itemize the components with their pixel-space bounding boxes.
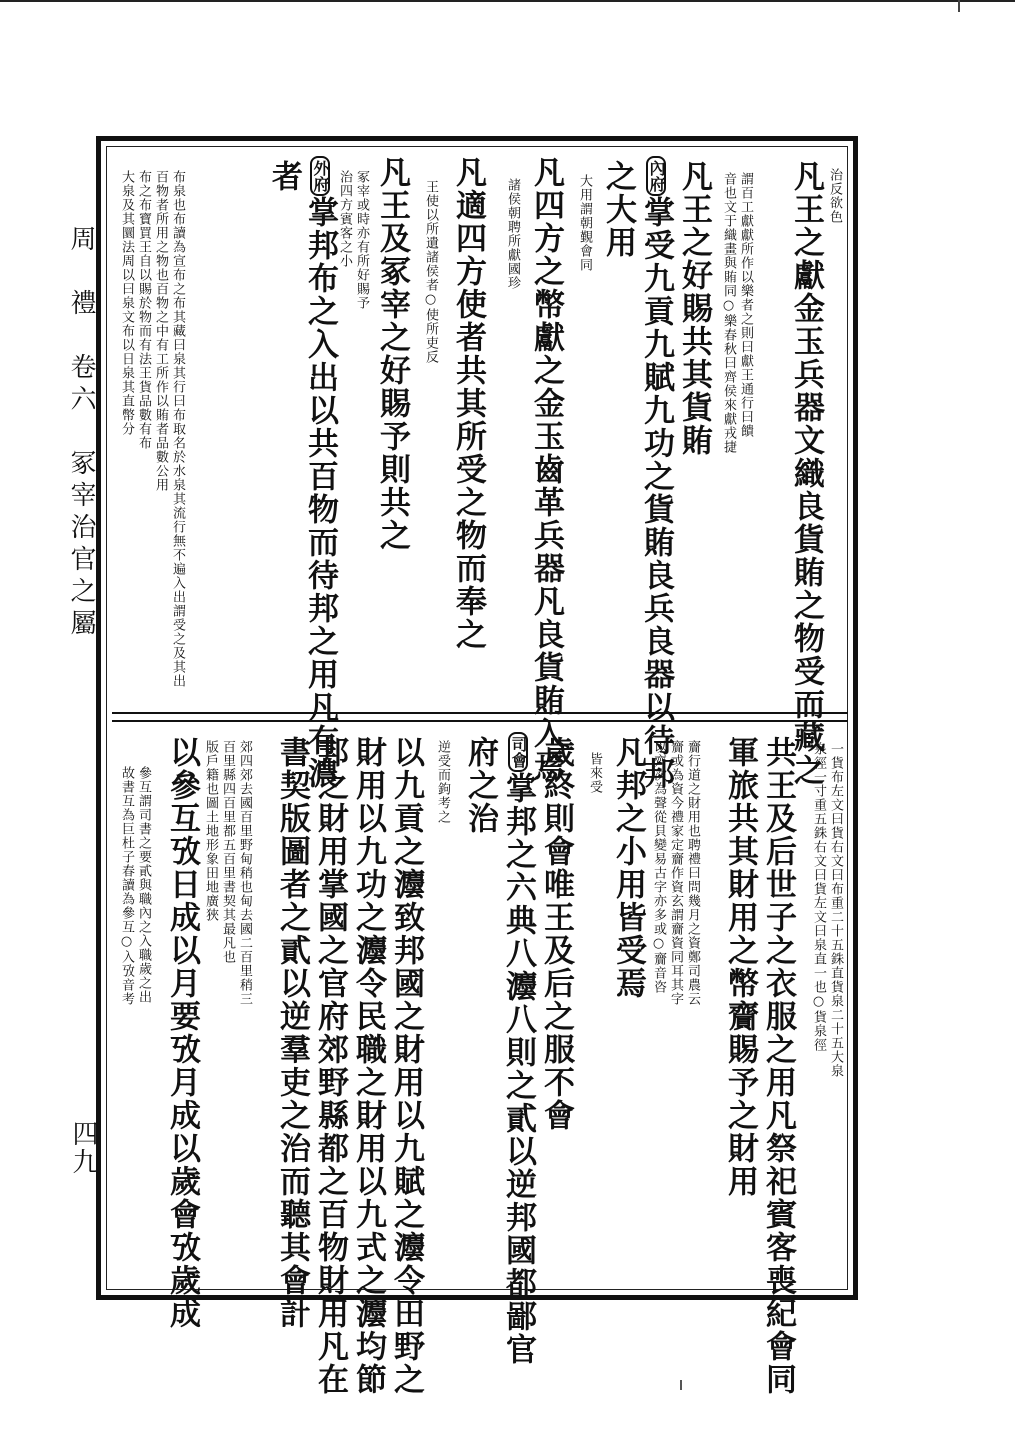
text-col: 歲終則會唯王及后之服不會 (538, 736, 574, 1132)
note-col: 布之布寶買王自以賜於物而有法王貨品數有布 (136, 170, 151, 450)
note-col: 一貨布左文曰貨右文曰布重二十五銖直貨泉二十五大泉 (828, 742, 843, 1078)
note-pair (722, 172, 752, 454)
text-col: 軍旅共其財用之幣齎賜予之財用 (722, 736, 758, 1198)
text-col: 凡王之好賜共其貨賄 (676, 160, 712, 457)
running-head: 周 禮 卷六 冢宰治官之屬 (66, 225, 96, 641)
note-col: 音也文于織畫與賄同○樂春秋曰齊侯來獻戎捷 (721, 172, 736, 454)
text-col (500, 732, 536, 1366)
note-block (120, 170, 184, 690)
text-col: 凡四方之幣獻之金玉齒革兵器凡良貨賄入焉 (528, 156, 564, 783)
text-col: 府之治 (462, 736, 498, 835)
text-run: 掌邦之六典八灋八則之貳以逆邦國都鄙官 (500, 772, 536, 1366)
note-col: 齎或為資今禮家定齎作資玄謂齎資同耳其字 (668, 740, 683, 1006)
text-col (302, 156, 338, 790)
note-col: 大泉及其圜法周以曰泉文布以日泉其直幣分 (119, 170, 134, 436)
note-col: 治反欲色 (827, 168, 842, 224)
office-title-box: 外府 (310, 156, 330, 196)
note-col: 謂百工獻獻所作以樂者之則曰獻王通行曰饋 (738, 172, 753, 438)
text-col: 以參互攷日成以月要攷月成以歲會攷歲成 (164, 736, 200, 1330)
note-col: 版戶籍也圖土地形象田地廣狹 (203, 740, 218, 922)
note-pair (812, 742, 842, 1262)
note-col: 以齊次為聲從貝變易古字亦多或○齎音咨 (651, 740, 666, 994)
note-col: 泉徑一寸重五銖右文曰貨左文曰泉直一也○貨泉徑 (811, 742, 826, 1052)
office-title-box: 司會 (508, 732, 528, 772)
note-block (652, 740, 699, 1006)
note-col: 齎行道之財用也聘禮曰問幾月之資鄭司農云 (685, 740, 700, 1006)
note-col: 逆受而鉤考之 (435, 740, 450, 824)
note-col: 治四方賓客之小 (337, 170, 352, 268)
note-col: 郊四郊去國百里野甸稍也甸去國二百里稍三 (237, 740, 252, 1006)
half-divider (112, 712, 848, 714)
note-block (204, 740, 251, 1006)
note-pair (338, 170, 368, 310)
note-col: 大用謂朝覲會同 (577, 174, 592, 272)
note-col: 百物者所用之物也百物之中有工所作以賄者品數公用 (153, 170, 168, 492)
text-run: 掌受九貢九賦九功之貨賄良兵良器以待邦 (638, 196, 674, 790)
note-col: 參互謂司書之要貳與職內之入職歲之出 (136, 766, 151, 1004)
text-run: 掌邦布之入出以共百物而待邦之用凡有濃 (302, 196, 338, 790)
office-title-box: 內府 (646, 156, 666, 196)
text-col: 凡適四方使者共其所受之物而奉之 (450, 156, 486, 651)
text-col: 者 (266, 160, 302, 193)
text-col: 共王及后世子之衣服之用凡祭祀賓客喪紀會同 (760, 736, 796, 1396)
text-col: 以九貢之灋致邦國之財用以九賦之灋令田野之 (388, 736, 424, 1396)
scan-mark (958, 0, 960, 12)
text-col: 邦之財用掌國之官府郊野縣都之百物財用凡在 (312, 736, 348, 1396)
page-number: 四九 (68, 1120, 98, 1176)
note-pair (120, 766, 150, 1006)
half-divider-2 (112, 720, 848, 722)
top-border-line (0, 0, 1015, 2)
note-col: 故書互為巨杜子春讀為參互○入攷音考 (119, 766, 134, 1006)
note-col: 諸侯朝聘所獻國珍 (505, 178, 520, 290)
note-col: 百里縣四百里都五百里書契其最凡也 (220, 740, 235, 964)
text-col: 凡王之獻金玉兵器文織良貨賄之物受而藏之 (788, 160, 824, 787)
text-col: 之大用 (600, 160, 636, 259)
note-col: 布泉也布讀為宣布之布其藏曰泉其行曰布取名於水泉其流行無不遍入出謂受之及其出 (170, 170, 185, 688)
text-col (638, 156, 674, 790)
note-col: 皆來受 (587, 752, 602, 794)
scan-mark (680, 1380, 682, 1390)
text-col: 凡王及冢宰之好賜予則共之 (374, 156, 410, 552)
note-col: 王使以所遺諸侯者○使所吏反 (423, 180, 438, 364)
note-col: 冢宰或時亦有所好賜予 (354, 170, 369, 310)
text-col: 書契版圖者之貳以逆羣吏之治而聽其會計 (274, 736, 310, 1330)
text-col: 凡邦之小用皆受焉 (610, 736, 646, 1000)
text-col: 財用以九功之灋令民職之財用以九式之灋均節 (350, 736, 386, 1396)
